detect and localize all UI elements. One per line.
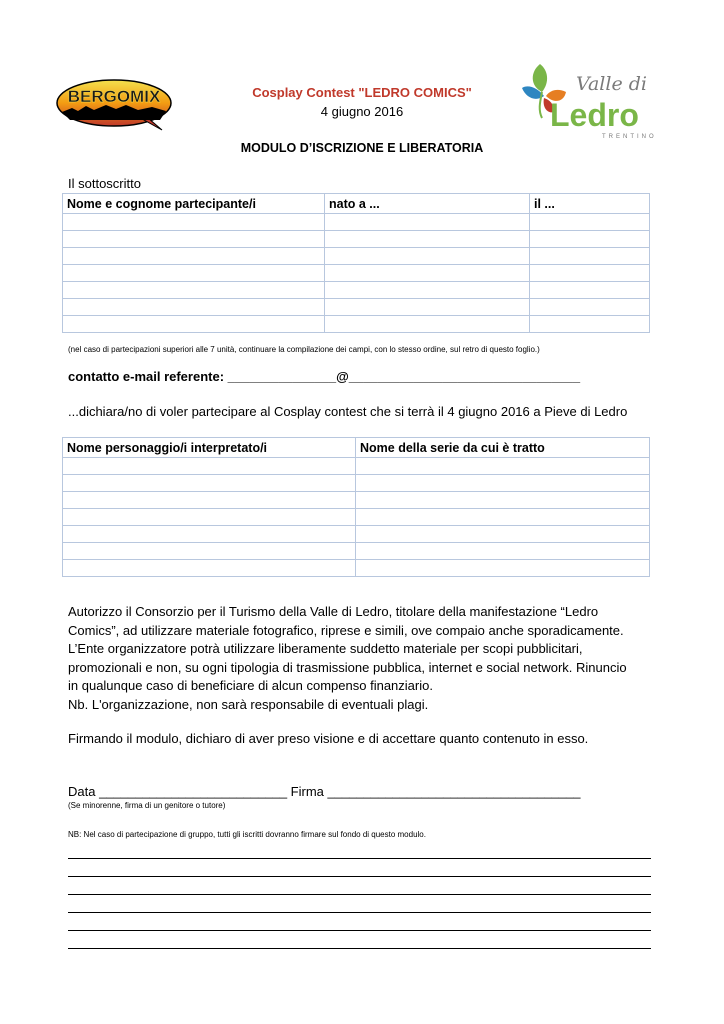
contest-title: Cosplay Contest "LEDRO COMICS" (252, 85, 472, 100)
cell[interactable] (325, 248, 530, 265)
cell[interactable] (530, 231, 650, 248)
table-row (63, 299, 650, 316)
col-personaggio: Nome personaggio/i interpretato/i (63, 438, 356, 458)
cell[interactable] (325, 214, 530, 231)
cell[interactable] (63, 248, 325, 265)
cell[interactable] (63, 492, 356, 509)
form-title: MODULO D’ISCRIZIONE E LIBERATORIA (240, 141, 484, 155)
table-row (63, 509, 650, 526)
cell[interactable] (356, 526, 650, 543)
group-signature-line[interactable] (68, 948, 651, 949)
cell[interactable] (356, 560, 650, 577)
cell[interactable] (356, 543, 650, 560)
cell[interactable] (63, 231, 325, 248)
authorization-line: promozionali e non, su ogni tipologia di trasmissione pubblica, internet e social network. Rinuncio (68, 659, 627, 675)
cell[interactable] (63, 458, 356, 475)
cell[interactable] (325, 231, 530, 248)
group-signature-line[interactable] (68, 876, 651, 877)
contact-email-line[interactable]: contatto e-mail referente: _______________@________________________________ (68, 369, 581, 384)
cell[interactable] (356, 509, 650, 526)
authorization-paragraph (68, 603, 658, 714)
group-signature-line[interactable] (68, 858, 651, 859)
authorization-line: in qualunque caso di beneficiare di alcun compenso finanziario. (68, 678, 433, 693)
cell[interactable] (325, 316, 530, 333)
participants-note: (nel caso di partecipazioni superiori alle 7 unità, continuare la compilazione dei campi, con lo stesso ordine, sul retro di questo foglio.) (68, 345, 540, 354)
cell[interactable] (530, 265, 650, 282)
cell[interactable] (325, 282, 530, 299)
group-note: NB: Nel caso di partecipazione di gruppo, tutti gli iscritti dovranno firmare sul fondo di questo modulo. (68, 830, 426, 839)
table-row (63, 560, 650, 577)
cell[interactable] (530, 214, 650, 231)
authorization-line: L’Ente organizzatore potrà utilizzare liberamente suddetto materiale per scopi pubblicitari, (68, 641, 583, 656)
table-row (63, 265, 650, 282)
cell[interactable] (356, 458, 650, 475)
logo-trentino: TRENTINO (602, 134, 657, 140)
table-row (63, 282, 650, 299)
logo-ledro: Ledro (550, 97, 639, 133)
cell[interactable] (63, 299, 325, 316)
table-row (63, 231, 650, 248)
col-nome-cognome: Nome e cognome partecipante/i (63, 194, 325, 214)
logo-valle-di: Valle di (576, 73, 647, 95)
col-il: il ... (530, 194, 650, 214)
cell[interactable] (63, 509, 356, 526)
cell[interactable] (530, 316, 650, 333)
table-row (63, 475, 650, 492)
participants-table (62, 193, 650, 333)
date-signature-line[interactable]: Data __________________________ Firma ___________________________________ (68, 784, 581, 799)
cell[interactable] (63, 475, 356, 492)
table-row (63, 316, 650, 333)
declaration-text: ...dichiara/no di voler partecipare al Cosplay contest che si terrà il 4 giugno 2016 a Pieve di Ledro (68, 404, 628, 419)
confirmation-text: Firmando il modulo, dichiaro di aver preso visione e di accettare quanto contenuto in esso. (68, 731, 589, 746)
cell[interactable] (63, 265, 325, 282)
group-signature-line[interactable] (68, 930, 651, 931)
group-signature-line[interactable] (68, 894, 651, 895)
cell[interactable] (63, 526, 356, 543)
cell[interactable] (356, 475, 650, 492)
cell[interactable] (63, 316, 325, 333)
cell[interactable] (63, 543, 356, 560)
intro-text: Il sottoscritto (68, 176, 141, 191)
col-serie: Nome della serie da cui è tratto (356, 438, 650, 458)
cell[interactable] (530, 299, 650, 316)
characters-table (62, 437, 650, 577)
table-row (63, 248, 650, 265)
table-row (63, 526, 650, 543)
cell[interactable] (530, 282, 650, 299)
cell[interactable] (325, 299, 530, 316)
table-row (63, 492, 650, 509)
valle-di-ledro-logo (520, 62, 660, 140)
authorization-line: Nb. L'organizzazione, non sarà responsabile di eventuali plagi. (68, 696, 429, 712)
table-row (63, 543, 650, 560)
bergomix-logo-text: BERGOMIX (67, 87, 161, 106)
cell[interactable] (530, 248, 650, 265)
table-row (63, 214, 650, 231)
cell[interactable] (356, 492, 650, 509)
cell[interactable] (63, 214, 325, 231)
contest-date: 4 giugno 2016 (320, 104, 404, 119)
group-signature-line[interactable] (68, 912, 651, 913)
authorization-line: Comics”, ad utilizzare materiale fotografico, riprese e simili, ove compaio anche sporadicamente. (68, 622, 624, 638)
cell[interactable] (63, 282, 325, 299)
minor-note: (Se minorenne, firma di un genitore o tutore) (68, 801, 226, 810)
cell[interactable] (63, 560, 356, 577)
table-row (63, 458, 650, 475)
cell[interactable] (325, 265, 530, 282)
authorization-line: Autorizzo il Consorzio per il Turismo della Valle di Ledro, titolare della manifestazione “Ledro (68, 604, 599, 619)
col-nato-a: nato a ... (325, 194, 530, 214)
